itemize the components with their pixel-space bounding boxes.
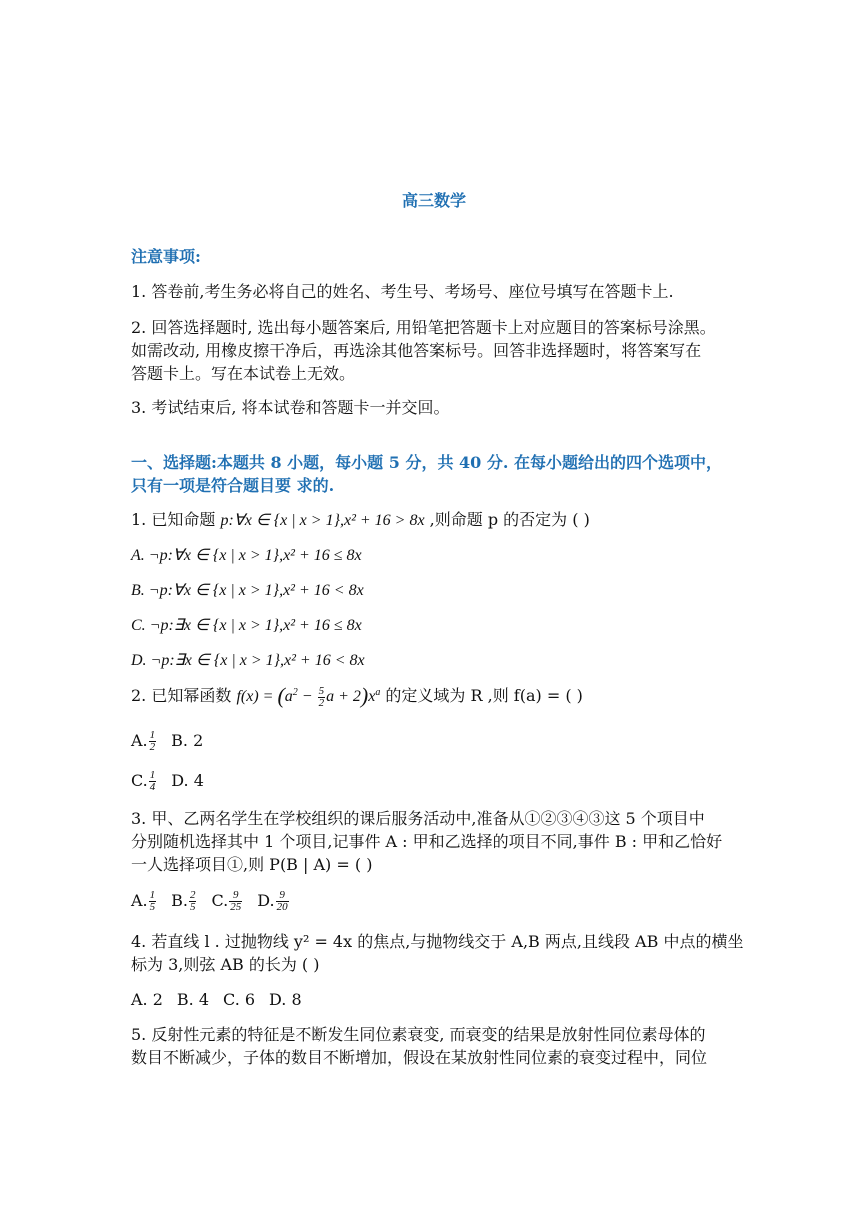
fraction-5-2: $\frac{5}{2}$ bbox=[318, 685, 325, 709]
question-4-option-c: C. 6 bbox=[223, 990, 256, 1009]
question-2-stem bbox=[131, 683, 583, 709]
page-title: 高三数学 bbox=[401, 191, 466, 210]
question-2-options-cd bbox=[131, 770, 218, 793]
question-2-suffix: 的定义域为 R ,则 f(a) = ( ) bbox=[380, 686, 583, 706]
question-4-line-2: 标为 3,则弦 AB 的长为 ( ) bbox=[131, 955, 320, 974]
notice-item-3: 3. 考试结束后, 将本试卷和答题卡一并交回。 bbox=[131, 398, 450, 417]
question-3-line-2: 分别随机选择其中 1 个项目,记事件 A : 甲和乙选择的项目不同,事件 B : 甲和乙恰好 bbox=[131, 832, 723, 851]
question-3-options bbox=[131, 890, 304, 913]
notice-item-2-line-2: 如需改动, 用橡皮擦干净后，再选涂其他答案标号。回答非选择题时，将答案写在 bbox=[131, 341, 702, 360]
question-4-option-a: A. 2 bbox=[131, 990, 163, 1009]
question-3-option-a: A. $\frac{1}{5}$ bbox=[131, 889, 156, 913]
question-2-option-a: A. $\frac{1}{2}$ bbox=[131, 729, 156, 753]
question-2-option-d: D. 4 bbox=[171, 771, 204, 790]
question-1-option-d: D. ¬p:∃x ∈ {x | x > 1},x² + 16 < 8x bbox=[131, 652, 365, 669]
section-1-heading-line-1: 一、选择题:本题共 8 小题，每小题 5 分，共 40 分. 在每小题给出的四个选项中， bbox=[131, 453, 723, 472]
notice-item-1: 1. 答卷前,考生务必将自己的姓名、考生号、考场号、座位号填写在答题卡上. bbox=[131, 282, 674, 301]
question-1-option-b: B. ¬p:∀x ∈ {x | x > 1},x² + 16 < 8x bbox=[131, 582, 364, 599]
question-1-suffix: ,则命题 p 的否定为 ( ) bbox=[424, 510, 590, 529]
question-4-line-1: 4. 若直线 l . 过抛物线 y² = 4x 的焦点,与抛物线交于 A,B 两点,且线段 AB 中点的横坐 bbox=[131, 932, 744, 951]
question-1-option-c: C. ¬p:∃x ∈ {x | x > 1},x² + 16 ≤ 8x bbox=[131, 617, 362, 634]
question-4-options bbox=[131, 990, 316, 1010]
question-5-line-1: 5. 反射性元素的特征是不断发生同位素衰变, 而衰变的结果是放射性同位素母体的 bbox=[131, 1025, 706, 1044]
question-2-options-ab bbox=[131, 730, 217, 753]
question-1-math: p:∀x ∈ {x | x > 1},x² + 16 > 8x bbox=[220, 512, 425, 529]
question-2-option-c: C. $\frac{1}{4}$ bbox=[131, 769, 156, 793]
question-3-line-3: 一人选择项目①,则 P(B | A) = ( ) bbox=[131, 855, 373, 874]
question-2-prefix: 2. 已知幂函数 bbox=[131, 686, 237, 706]
question-2-formula: $f(x) = (a^2$ − $\frac{5}{2}$ $a + 2)x^a$ bbox=[236, 683, 381, 709]
question-4-option-b: B. 4 bbox=[176, 990, 210, 1009]
notice-item-2-line-3: 答题卡上。写在本试卷上无效。 bbox=[131, 364, 356, 383]
question-3-line-1: 3. 甲、乙两名学生在学校组织的课后服务活动中,准备从①②③④③这 5 个项目中 bbox=[131, 809, 705, 828]
notice-item-2-line-1: 2. 回答选择题时, 选出每小题答案后, 用铅笔把答题卡上对应题目的答案标号涂黑。 bbox=[131, 318, 716, 337]
question-3-option-b: B. $\frac{2}{5}$ bbox=[171, 889, 196, 913]
section-1-heading-line-2: 只有一项是符合题目要 求的. bbox=[131, 476, 335, 495]
question-1-stem bbox=[131, 510, 590, 531]
question-5-line-2: 数目不断减少，子体的数目不断增加，假设在某放射性同位素的衰变过程中，同位 bbox=[131, 1048, 708, 1067]
notice-heading: 注意事项: bbox=[131, 247, 201, 266]
question-1-prefix: 1. 已知命题 bbox=[131, 510, 221, 529]
question-2-option-b: B. 2 bbox=[171, 731, 204, 750]
question-3-option-c: C. $\frac{9}{25}$ bbox=[211, 889, 242, 913]
question-1-option-a: A. ¬p:∀x ∈ {x | x > 1},x² + 16 ≤ 8x bbox=[131, 547, 362, 564]
question-3-option-d: D. $\frac{9}{20}$ bbox=[257, 889, 288, 913]
question-4-option-d: D. 8 bbox=[269, 990, 302, 1009]
